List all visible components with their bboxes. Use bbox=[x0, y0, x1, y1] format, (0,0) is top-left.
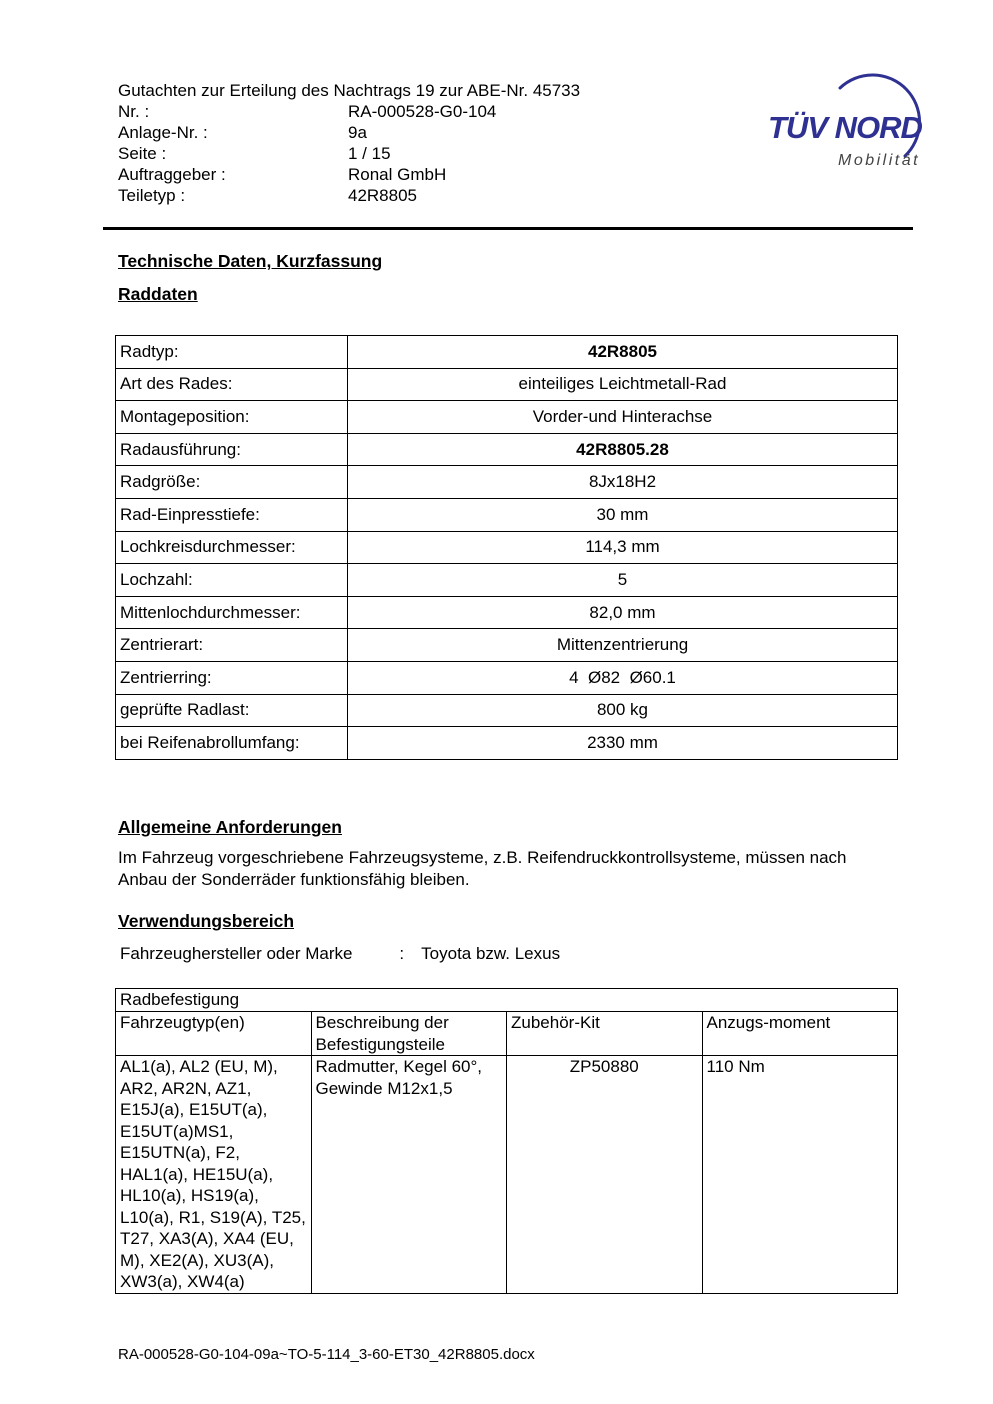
row-label: Lochzahl: bbox=[116, 564, 348, 597]
field-label: Anlage-Nr. : bbox=[118, 123, 208, 142]
section-heading-technische-daten: Technische Daten, Kurzfassung bbox=[118, 251, 383, 271]
table-row bbox=[116, 498, 898, 531]
row-value: 42R8805 bbox=[348, 336, 898, 369]
table-row bbox=[116, 531, 898, 564]
field-label: Auftraggeber : bbox=[118, 165, 226, 184]
row-value: 42R8805.28 bbox=[348, 433, 898, 466]
row-label: Radtyp: bbox=[116, 336, 348, 369]
row-value: 5 bbox=[348, 564, 898, 597]
row-value: 114,3 mm bbox=[348, 531, 898, 564]
row-label: Radgröße: bbox=[116, 466, 348, 499]
table-row bbox=[116, 694, 898, 727]
table-row bbox=[116, 336, 898, 369]
header-field-seite bbox=[118, 143, 580, 164]
field-label: Seite : bbox=[118, 144, 167, 163]
row-value: 4 Ø82 Ø60.1 bbox=[348, 661, 898, 694]
field-value: 42R8805 bbox=[348, 186, 418, 205]
row-label: Montageposition: bbox=[116, 401, 348, 434]
table-row bbox=[116, 564, 898, 597]
tuv-nord-wordmark: TÜV NORD bbox=[768, 110, 922, 145]
row-value: 8Jx18H2 bbox=[348, 466, 898, 499]
row-value: 800 kg bbox=[348, 694, 898, 727]
document-title: Gutachten zur Erteilung des Nachtrags 19 zur ABE-Nr. 45733 bbox=[118, 81, 581, 100]
fahrzeughersteller-line bbox=[120, 944, 560, 964]
fahrzeughersteller-colon: : bbox=[399, 944, 405, 963]
table-title-row bbox=[116, 989, 898, 1012]
field-value: 1 / 15 bbox=[348, 144, 391, 163]
fahrzeughersteller-value: Toyota bzw. Lexus bbox=[421, 944, 561, 963]
column-header-beschreibung: Beschreibung der Befestigungsteile bbox=[311, 1012, 507, 1056]
section-heading-raddaten: Raddaten bbox=[118, 284, 198, 304]
row-label: Zentrierart: bbox=[116, 629, 348, 662]
table-row bbox=[116, 661, 898, 694]
beschreibung-cell: Radmutter, Kegel 60°, Gewinde M12x1,5 bbox=[311, 1056, 507, 1294]
anzugsmoment-cell: 110 Nm bbox=[702, 1056, 898, 1294]
row-label: bei Reifenabrollumfang: bbox=[116, 727, 348, 760]
row-value: Vorder-und Hinterachse bbox=[348, 401, 898, 434]
document-header bbox=[118, 80, 580, 206]
tuv-nord-logo bbox=[750, 50, 950, 180]
row-label: Lochkreisdurchmesser: bbox=[116, 531, 348, 564]
allgemeine-anforderungen-text: Im Fahrzeug vorgeschriebene Fahrzeugsysteme, z.B. Reifendruckkontrollsysteme, müssen nach Anbau der Sonderräder funktionsfähig bleiben. bbox=[118, 848, 847, 889]
zubehoer-kit-cell: ZP50880 bbox=[507, 1056, 703, 1294]
header-field-nr bbox=[118, 101, 580, 122]
row-label: Radausführung: bbox=[116, 433, 348, 466]
column-header-zubehoer-kit: Zubehör-Kit bbox=[507, 1012, 703, 1056]
field-value: 9a bbox=[348, 123, 367, 142]
radbefestigung-table bbox=[115, 988, 898, 1294]
table-row bbox=[116, 433, 898, 466]
table-row bbox=[116, 727, 898, 760]
mobilitaet-label: Mobilität bbox=[838, 152, 921, 169]
table-row bbox=[116, 629, 898, 662]
table-row bbox=[116, 596, 898, 629]
column-header-anzugsmoment: Anzugs-moment bbox=[702, 1012, 898, 1056]
row-value: 82,0 mm bbox=[348, 596, 898, 629]
raddaten-table bbox=[115, 335, 898, 760]
header-field-anlage bbox=[118, 122, 580, 143]
field-label: Nr. : bbox=[118, 102, 150, 121]
header-field-teiletyp bbox=[118, 185, 580, 206]
row-label: Art des Rades: bbox=[116, 368, 348, 401]
fahrzeugtypen-cell: AL1(a), AL2 (EU, M), AR2, AR2N, AZ1, E15J(a), E15UT(a), E15UT(a)MS1, E15UTN(a), F2, HAL1(a), HE15U(a), HL10(a), HS19(a), L10(a), R1, S19(A), T25, T27, XA3(A), XA4 (EU, M), XE2(A), XU3(A), XW3(a), XW4(a) bbox=[116, 1056, 312, 1294]
field-value: RA-000528-G0-104 bbox=[348, 102, 497, 121]
row-label: Mittenlochdurchmesser: bbox=[116, 596, 348, 629]
header-field-auftraggeber bbox=[118, 164, 580, 185]
fahrzeughersteller-label: Fahrzeughersteller oder Marke bbox=[120, 944, 353, 963]
row-value: Mittenzentrierung bbox=[348, 629, 898, 662]
row-value: 2330 mm bbox=[348, 727, 898, 760]
field-label: Teiletyp : bbox=[118, 186, 186, 205]
table-row bbox=[116, 466, 898, 499]
row-value: einteiliges Leichtmetall-Rad bbox=[348, 368, 898, 401]
row-label: geprüfte Radlast: bbox=[116, 694, 348, 727]
radbefestigung-title: Radbefestigung bbox=[116, 989, 898, 1012]
row-label: Zentrierring: bbox=[116, 661, 348, 694]
row-value: 30 mm bbox=[348, 498, 898, 531]
tuv-nord-logo-icon bbox=[750, 50, 950, 180]
document-filename-footer: RA-000528-G0-104-09a~TO-5-114_3-60-ET30_42R8805.docx bbox=[118, 1346, 535, 1363]
table-row bbox=[116, 368, 898, 401]
header-divider bbox=[103, 227, 913, 230]
column-header-fahrzeugtypen: Fahrzeugtyp(en) bbox=[116, 1012, 312, 1056]
section-heading-verwendungsbereich: Verwendungsbereich bbox=[118, 911, 295, 931]
row-label: Rad-Einpresstiefe: bbox=[116, 498, 348, 531]
table-row bbox=[116, 401, 898, 434]
table-header-row bbox=[116, 1012, 898, 1056]
table-row bbox=[116, 1056, 898, 1294]
section-heading-allgemeine-anforderungen: Allgemeine Anforderungen bbox=[118, 817, 342, 837]
field-value: Ronal GmbH bbox=[348, 165, 447, 184]
